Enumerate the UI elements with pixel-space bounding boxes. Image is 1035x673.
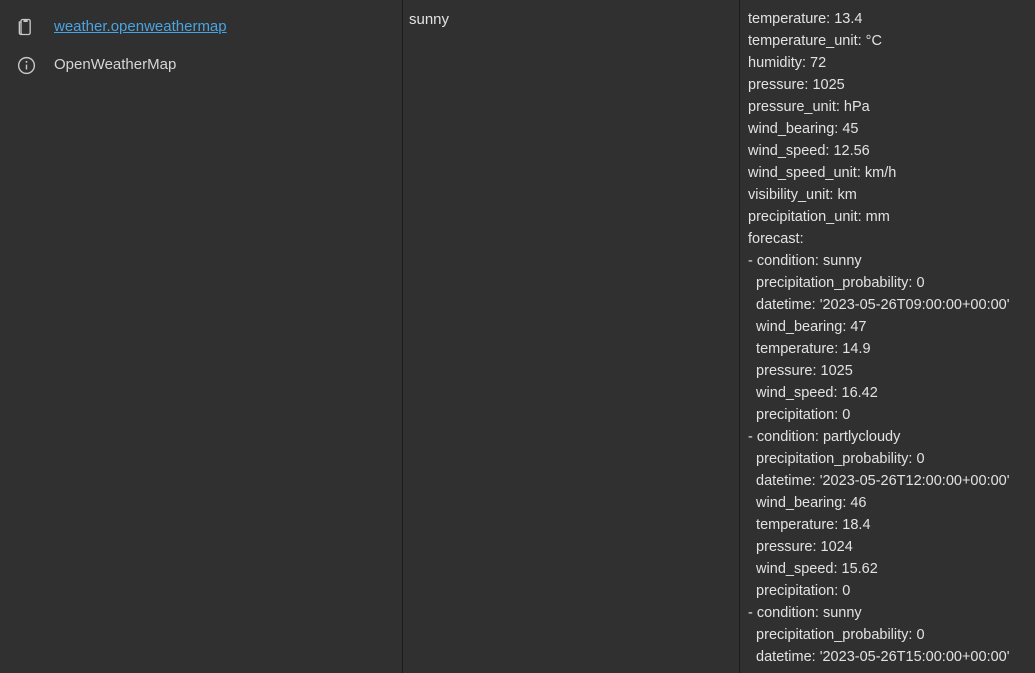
attribute-line: wind_bearing: 46	[748, 495, 867, 511]
attribute-line: precipitation_probability: 0	[748, 275, 925, 291]
attribute-line: pressure: 1024	[748, 539, 853, 555]
attribute-line: temperature: 14.9	[748, 341, 871, 357]
attribute-line: datetime: '2023-05-26T15:00:00+00:00'	[748, 649, 1010, 665]
attribute-line: temperature: 13.4	[748, 11, 863, 27]
attribute-line: precipitation: 0	[748, 583, 851, 599]
attribute-line: wind_speed: 16.42	[748, 385, 878, 401]
entity-id-link[interactable]: weather.openweathermap	[54, 18, 227, 35]
attribute-line: humidity: 72	[748, 55, 827, 71]
entity-id-row[interactable]	[0, 8, 402, 46]
attribute-line: pressure: 1025	[748, 363, 853, 379]
attribute-line: - condition: partlycloudy	[748, 429, 901, 445]
attribute-line: precipitation_probability: 0	[748, 627, 925, 643]
attribute-line: pressure: 1025	[748, 77, 845, 93]
entity-friendly-name: OpenWeatherMap	[54, 56, 177, 73]
attribute-line: - condition: sunny	[748, 605, 862, 621]
attribute-line: wind_speed: 12.56	[748, 143, 870, 159]
attribute-line: pressure_unit: hPa	[748, 99, 870, 115]
attribute-line: wind_speed_unit: km/h	[748, 165, 897, 181]
attribute-line: precipitation: 0	[748, 407, 851, 423]
attribute-line: visibility_unit: km	[748, 187, 857, 203]
attribute-line: precipitation_probability: 0	[748, 451, 925, 467]
entity-state-value: sunny	[409, 11, 450, 28]
attributes-list	[740, 8, 1035, 668]
entity-column	[0, 0, 403, 673]
attribute-line: datetime: '2023-05-26T09:00:00+00:00'	[748, 297, 1010, 313]
attribute-line: precipitation_unit: mm	[748, 209, 890, 225]
attribute-line: wind_speed: 15.62	[748, 561, 878, 577]
attributes-column	[740, 0, 1035, 673]
attribute-line: temperature_unit: °C	[748, 33, 882, 49]
attribute-line: temperature: 18.4	[748, 517, 871, 533]
clipboard-icon[interactable]	[16, 17, 44, 37]
entity-name-row	[0, 46, 402, 84]
state-column	[403, 0, 740, 673]
attribute-line: wind_bearing: 47	[748, 319, 867, 335]
attribute-line: - condition: sunny	[748, 253, 862, 269]
attribute-line: datetime: '2023-05-26T12:00:00+00:00'	[748, 473, 1010, 489]
attribute-line: forecast:	[748, 231, 804, 247]
info-icon[interactable]	[16, 55, 44, 76]
attribute-line: wind_bearing: 45	[748, 121, 859, 137]
